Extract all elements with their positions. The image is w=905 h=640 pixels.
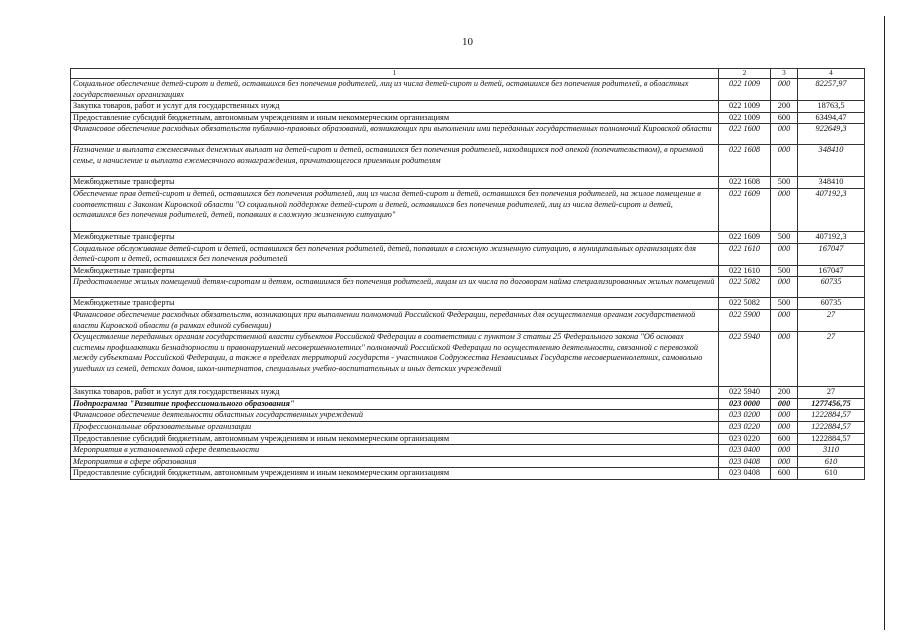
table-row	[71, 145, 865, 177]
table-row	[71, 101, 865, 113]
row-kind: 000	[771, 243, 798, 265]
table-row	[71, 387, 865, 399]
table-row	[71, 177, 865, 189]
row-sum: 63494,47	[798, 112, 865, 124]
row-code: 022 1009	[719, 101, 771, 113]
row-sum: 1277456,75	[798, 398, 865, 410]
row-sum: 348410	[798, 177, 865, 189]
table-row	[71, 112, 865, 124]
row-kind: 000	[771, 421, 798, 433]
row-code: 022 1610	[719, 243, 771, 265]
table-row	[71, 298, 865, 310]
row-code: 022 5900	[719, 309, 771, 331]
row-kind: 000	[771, 277, 798, 298]
row-code: 022 5940	[719, 387, 771, 399]
table-row	[71, 277, 865, 298]
row-name: Предоставление субсидий бюджетным, автономным учреждениям и иным некоммерческим организациям	[71, 468, 719, 480]
header-col-4: 4	[798, 69, 865, 79]
row-kind: 000	[771, 398, 798, 410]
row-kind: 000	[771, 145, 798, 177]
row-sum: 407192,3	[798, 188, 865, 231]
row-name: Закупка товаров, работ и услуг для государственных нужд	[71, 387, 719, 399]
row-name: Социальное обеспечение детей-сирот и детей, оставшихся без попечения родителей, лиц из числа детей-сирот и детей, оставшихся без попечения родителей, в областных государственных организациях	[71, 79, 719, 101]
table-row	[71, 265, 865, 277]
row-code: 022 1610	[719, 265, 771, 277]
row-kind: 000	[771, 188, 798, 231]
row-sum: 3110	[798, 445, 865, 457]
row-sum: 167047	[798, 265, 865, 277]
row-sum: 27	[798, 332, 865, 387]
table-row	[71, 421, 865, 433]
row-sum: 610	[798, 456, 865, 468]
page-number: 10	[462, 36, 473, 48]
row-name: Межбюджетные трансферты	[71, 265, 719, 277]
table-row	[71, 332, 865, 387]
row-code: 022 1600	[719, 124, 771, 145]
row-name: Предоставление субсидий бюджетным, автономным учреждениям и иным некоммерческим организациям	[71, 433, 719, 445]
row-name: Предоставление субсидий бюджетным, автономным учреждениям и иным некоммерческим организациям	[71, 112, 719, 124]
row-name: Осуществление переданных органам государственной власти субъектов Российской Федерации в соответствии с пунктом 3 статьи 25 Федерального закона "Об основах системы профилактики безнадзорности и правонарушений несовершеннолетних" полномочий Российской Федерации по осуществлению деятельности, связанной с перевозкой между субъектами Российской Федерации, а также в пределах территорий государств - участников Содружества Независимых Государств несовершеннолетних, самовольно ушедших из семей, детских домов, школ-интернатов, специальных учебно-воспитательных и иных детских учреждений	[71, 332, 719, 387]
row-name: Финансовое обеспечение деятельности областных государственных учреждений	[71, 410, 719, 422]
row-kind: 000	[771, 79, 798, 101]
row-name: Финансовое обеспечение расходных обязательств публично-правовых образований, возникающих при выполнении ими переданных государственных полномочий Кировской области	[71, 124, 719, 145]
row-kind: 000	[771, 456, 798, 468]
table-row	[71, 124, 865, 145]
table-row	[71, 398, 865, 410]
row-kind: 500	[771, 298, 798, 310]
row-name: Мероприятия в сфере образования	[71, 456, 719, 468]
row-name: Обеспечение прав детей-сирот и детей, оставшихся без попечения родителей, лиц из числа детей-сирот и детей, оставшихся без попечения родителей, на жилое помещение в соответствии с Законом Кировской области "О социальной поддержке детей-сирот и детей, оставшихся без попечения родителей, лиц из числа детей-сирот и детей, оставшихся без попечения родителей, детей, попавших в сложную жизненную ситуацию"	[71, 188, 719, 231]
row-code: 023 0220	[719, 421, 771, 433]
row-code: 022 1609	[719, 231, 771, 243]
row-kind: 000	[771, 332, 798, 387]
table-row	[71, 433, 865, 445]
row-name: Назначение и выплата ежемесячных денежных выплат на детей-сирот и детей, оставшихся без попечения родителей, находящихся под опекой (попечительством), в приемной семье, и начисление и выплата ежемесячного вознаграждения, причитающегося приемным родителям	[71, 145, 719, 177]
row-sum: 1222884,57	[798, 410, 865, 422]
header-col-3: 3	[771, 69, 798, 79]
row-kind: 600	[771, 112, 798, 124]
row-code: 022 1009	[719, 112, 771, 124]
row-code: 023 0220	[719, 433, 771, 445]
row-name: Межбюджетные трансферты	[71, 231, 719, 243]
table-row	[71, 188, 865, 231]
row-sum: 27	[798, 387, 865, 399]
row-name: Подпрограмма "Развитие профессионального образования"	[71, 398, 719, 410]
table-body	[71, 79, 865, 480]
row-kind: 200	[771, 387, 798, 399]
row-code: 023 0200	[719, 410, 771, 422]
header-col-2: 2	[719, 69, 771, 79]
row-code: 022 1609	[719, 188, 771, 231]
table-row	[71, 445, 865, 457]
row-sum: 407192,3	[798, 231, 865, 243]
table-header-row	[71, 69, 865, 79]
row-sum: 18763,5	[798, 101, 865, 113]
table-row	[71, 468, 865, 480]
table-row	[71, 410, 865, 422]
row-code: 022 5082	[719, 298, 771, 310]
row-name: Социальное обслуживание детей-сирот и детей, оставшихся без попечения родителей, детей, попавших в сложную жизненную ситуацию, в муниципальных организациях для детей-сирот и детей, оставшихся без попечения родителей	[71, 243, 719, 265]
table-row	[71, 309, 865, 331]
row-sum: 348410	[798, 145, 865, 177]
row-code: 023 0000	[719, 398, 771, 410]
row-sum: 922649,3	[798, 124, 865, 145]
header-col-1: 1	[71, 69, 719, 79]
row-code: 022 1608	[719, 145, 771, 177]
row-sum: 167047	[798, 243, 865, 265]
row-kind: 000	[771, 309, 798, 331]
row-sum: 60735	[798, 277, 865, 298]
row-code: 022 1608	[719, 177, 771, 189]
row-sum: 1222884,57	[798, 421, 865, 433]
row-code: 022 5940	[719, 332, 771, 387]
page-edge-rule	[884, 16, 885, 630]
row-kind: 200	[771, 101, 798, 113]
table-row	[71, 231, 865, 243]
row-code: 023 0400	[719, 445, 771, 457]
row-name: Межбюджетные трансферты	[71, 298, 719, 310]
row-sum: 1222884,57	[798, 433, 865, 445]
table-row	[71, 79, 865, 101]
row-code: 023 0408	[719, 456, 771, 468]
row-kind: 600	[771, 433, 798, 445]
row-kind: 600	[771, 468, 798, 480]
row-kind: 000	[771, 124, 798, 145]
row-kind: 500	[771, 177, 798, 189]
row-sum: 27	[798, 309, 865, 331]
row-kind: 500	[771, 265, 798, 277]
row-name: Финансовое обеспечение расходных обязательств, возникающих при выполнении полномочий Российской Федерации, переданных для осуществления органам государственной власти Кировской области (в рамках единой субвенции)	[71, 309, 719, 331]
row-name: Мероприятия в установленной сфере деятельности	[71, 445, 719, 457]
row-code: 023 0408	[719, 468, 771, 480]
row-kind: 000	[771, 445, 798, 457]
budget-table	[70, 68, 865, 480]
row-sum: 610	[798, 468, 865, 480]
row-code: 022 5082	[719, 277, 771, 298]
row-code: 022 1009	[719, 79, 771, 101]
row-sum: 60735	[798, 298, 865, 310]
row-name: Профессиональные образовательные организации	[71, 421, 719, 433]
row-name: Предоставление жилых помещений детям-сиротам и детям, оставшимся без попечения родителей, лицам из их числа по договорам найма специализированных жилых помещений	[71, 277, 719, 298]
table-row	[71, 243, 865, 265]
row-kind: 000	[771, 410, 798, 422]
row-name: Закупка товаров, работ и услуг для государственных нужд	[71, 101, 719, 113]
row-kind: 500	[771, 231, 798, 243]
row-sum: 82257,97	[798, 79, 865, 101]
table-row	[71, 456, 865, 468]
row-name: Межбюджетные трансферты	[71, 177, 719, 189]
